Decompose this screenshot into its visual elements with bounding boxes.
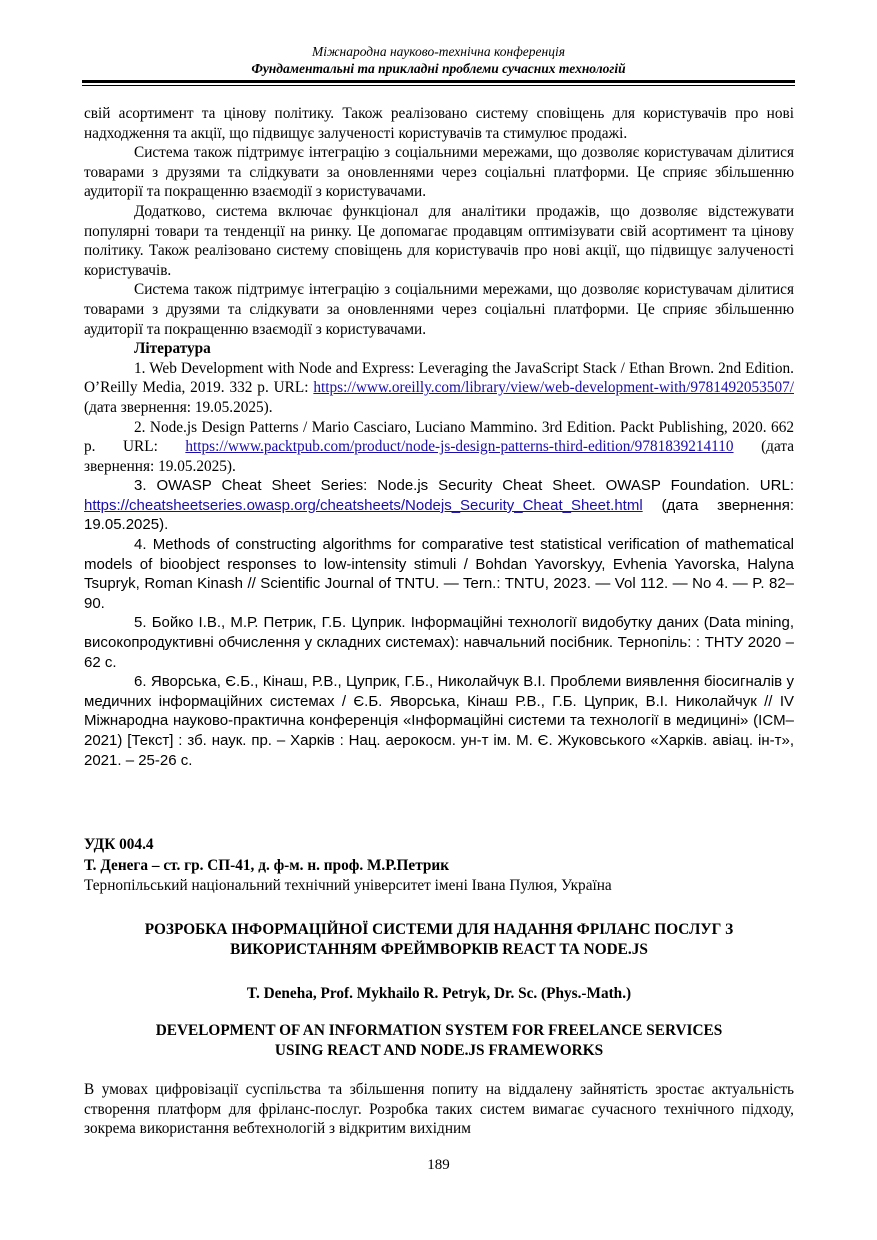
article-title-uk-line2: ВИКОРИСТАННЯМ ФРЕЙМВОРКІВ REACT ТА NODE.JS bbox=[230, 941, 648, 958]
paragraph-3: Додатково, система включає функціонал для аналітики продажів, що дозволяє відстежувати популярні товари та тенденції на ринку. Це допомагає продавцям оптимізувати свій асортимент та цінову політику. Також реалізовано систему сповіщень для користувачів про нові акції, що підвищує залученості користувачів. bbox=[84, 202, 794, 279]
reference-2 bbox=[84, 418, 794, 477]
article-authors: Т. Денега – ст. гр. СП-41, д. ф-м. н. проф. М.Р.Петрик bbox=[84, 857, 450, 874]
udc-code: УДК 004.4 bbox=[84, 836, 154, 853]
reference-2-text: 2. Node.js Design Patterns / Mario Casciaro, Luciano Mammino. 3rd Edition. Packt Publishing, 2020. 662 p. URL: bbox=[84, 418, 794, 456]
page-number: 189 bbox=[427, 1157, 450, 1173]
reference-3-date: (дата звернення: 19.05.2025). bbox=[84, 496, 794, 534]
header-rule-thin bbox=[82, 85, 795, 86]
paragraph-2: Система також підтримує інтеграцію з соціальними мережами, що дозволяє користувачам ділитися товарами з друзями та слідкувати за оновленнями через соціальні платформи. Це сприяє збільшенню аудиторії та покращенню взаємодії з користувачами. bbox=[84, 144, 794, 201]
reference-2-date: (дата звернення: 19.05.2025). bbox=[84, 438, 794, 475]
header-rule-thick bbox=[82, 80, 795, 83]
reference-1-text: 1. Web Development with Node and Express: Leveraging the JavaScript Stack / Ethan Brown. 2nd Edition. O’Reilly Media, 2019. 332 p. URL: bbox=[84, 359, 794, 397]
article-affiliation: Тернопільський національний технічний університет імені Івана Пулюя, Україна bbox=[84, 877, 612, 894]
reference-3 bbox=[84, 476, 794, 535]
reference-1-link[interactable]: https://www.oreilly.com/library/view/web-development-with/9781492053507/ bbox=[313, 379, 794, 397]
reference-3-text: 3. OWASP Cheat Sheet Series: Node.js Security Cheat Sheet. OWASP Foundation. URL: bbox=[134, 477, 794, 495]
article-title-en-line1: DEVELOPMENT OF AN INFORMATION SYSTEM FOR FREELANCE SERVICES bbox=[155, 1022, 723, 1039]
conference-title: Фундаментальні та прикладні проблеми сучасних технологій bbox=[251, 61, 626, 76]
article-intro-text: В умовах цифровізації суспільства та збільшення попиту на віддалену зайнятість зростає актуальність створення платформ для фріланс-послуг. Розробка таких систем вимагає сучасного технічного підходу, зокрема використання вебтехнологій з відкритим вихідним bbox=[84, 1081, 794, 1138]
article-title-en-line2: USING REACT AND NODE.JS FRAMEWORKS bbox=[274, 1042, 604, 1059]
reference-4: 4. Methods of constructing algorithms for comparative test statistical verification of mathematical models of bioobject responses to low-intensity stimuli / Bohdan Yavorskyy, Evhenia Yavorska, Halyna Tsupryk, Roman Kinash // Scientific Journal of TNTU. — Tern.: TNTU, 2023. — Vol 112. — No 4. — P. 82–90. bbox=[84, 536, 794, 612]
article-intro bbox=[84, 1080, 794, 1139]
reference-1 bbox=[84, 359, 794, 418]
reference-5: 5. Бойко І.В., М.Р. Петрик, Г.Б. Цуприк. Інформаційні технології видобутку даних (Data mining, високопродуктивні обчислення у складних системах): навчальний посібник. Тернопіль: : ТНТУ 2020 – 62 с. bbox=[84, 614, 794, 671]
paragraph-4: Система також підтримує інтеграцію з соціальними мережами, що дозволяє користувачам ділитися товарами з друзями та слідкувати за оновленнями через соціальні платформи. Це сприяє збільшенню аудиторії та покращенню взаємодії з користувачами. bbox=[84, 281, 794, 338]
reference-1-date: (дата звернення: 19.05.2025). bbox=[84, 398, 273, 416]
literature-heading: Література bbox=[134, 340, 211, 358]
main-text bbox=[84, 104, 794, 770]
article-title-uk-line1: РОЗРОБКА ІНФОРМАЦІЙНОЇ СИСТЕМИ ДЛЯ НАДАННЯ ФРІЛАНС ПОСЛУГ З bbox=[144, 921, 734, 938]
paragraph-1: свій асортимент та цінову політику. Також реалізовано систему сповіщень для користувачів про нові надходження та акції, що підвищує залученості користувачів та стимулює продажі. bbox=[84, 105, 794, 142]
article-authors-en: T. Deneha, Prof. Mykhailo R. Petryk, Dr. Sc. (Phys.-Math.) bbox=[246, 985, 632, 1002]
reference-3-link[interactable]: https://cheatsheetseries.owasp.org/cheatsheets/Nodejs_Security_Cheat_Sheet.html bbox=[84, 496, 643, 514]
reference-2-link[interactable]: https://www.packtpub.com/product/node-js-design-patterns-third-edition/9781839214110 bbox=[185, 438, 734, 456]
conference-name: Міжнародна науково-технічна конференція bbox=[311, 44, 566, 59]
reference-6: 6. Яворська, Є.Б., Кінаш, Р.В., Цуприк, Г.Б., Николайчук В.І. Проблеми виявлення біосигналів у медичних інформаційних системах / Є.Б. Яворська, Кінаш Р.В., Г.Б. Цуприк, В.І. Николайчук // IV Міжнародна науково-практична конференція «Інформаційні системи та технології в медицині» (ICM–2021) [Текст] : зб. наук. пр. – Харків : Нац. аерокосм. ун-т ім. М. Є. Жуковського «Харків. авіац. ін-т», 2021. – 25-26 с. bbox=[84, 673, 794, 769]
